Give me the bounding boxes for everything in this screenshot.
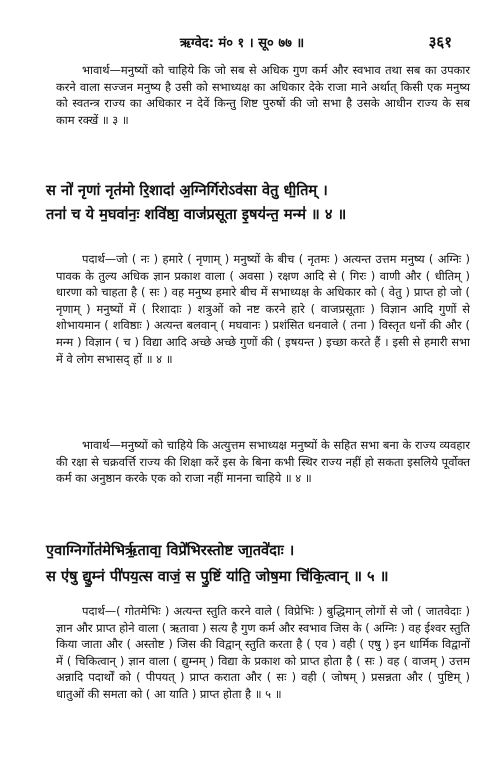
bhavartha-4-paragraph: भावार्थ—मनुष्यों को चाहिये कि अत्युत्तम सभाध्यक्ष मनुष्यों के सहित सभा बना के राज्य व्यवहार की रक्षा से चक्रवर्त्ति राज्य की शिक्षा करें इस के बिना कभी स्थिर राज्य नहीं हो सकता इसलिये पूर्वोक्त कर्म का अनुष्ठान करके एक को राजा नहीं मानना चाहिये ॥ ४ ॥: [56, 438, 470, 486]
padartha-5-paragraph: पदार्थ—( गोतमेभिः ) अत्यन्त स्तुति करने वाले ( विप्रेभिः ) बुद्धिमान् लोगों से जो ( जातवेदाः ) ज्ञान और प्राप्त होने वाला ( ऋतावा ) सत्य है गुण कर्म और स्वभाव जिस के ( अग्निः ) वह ईश्वर स्तुति किया जाता और ( अस्तोष्ट ) जिस की विद्वान् स्तुति करता है ( एव ) वही ( एषु ) इन धार्मिक विद्वानों में ( चिकित्वान् ) ज्ञान वाला ( द्युम्नम् ) विद्या के प्रकाश को प्राप्त होता है ( सः ) वह ( वाजम् ) उत्तम अन्नादि पदार्थों को ( पीपयत् ) प्राप्त कराता और ( सः ) वही ( जोषम् ) प्रसन्नता और ( पुष्टिम् ) धातुओं की समता को ( आ याति ) प्राप्त होता है ॥ ५ ॥: [56, 604, 470, 701]
mantra-4-line-2: तना॑ च ये म॒घवा॑नः॒ शवि॑ष्ठा॒ वाज॑प्रसूता इ॒षय॑न्त॒ मन्म॑ ॥ ४ ॥: [46, 206, 347, 223]
bhavartha-3-paragraph: भावार्थ—मनुष्यों को चाहिये कि जो सब से अधिक गुण कर्म और स्वभाव तथा सब का उपकार करने वाला सज्जन मनुष्य है उसी को सभाध्यक्ष का अधिकार देके राजा माने अर्थात् किसी एक मनुष्य को स्वतन्त्र राज्य का अधिकार न देवें किन्तु शिष्ट पुरुषों की जो सभा है उसके आधीन राज्य के सब काम रक्खें ॥ ३ ॥: [56, 63, 470, 127]
padartha-4-paragraph: पदार्थ—जो ( नः ) हमारे ( नृणाम् ) मनुष्यों के बीच ( नृतमः ) अत्यन्त उत्तम मनुष्य ( अग्निः ) पावक के तुल्य अधिक ज्ञान प्रकाश वाला ( अवसा ) रक्षण आदि से ( गिरः ) वाणी और ( धीतिम् ) धारणा को चाहता है ( सः ) वह मनुष्य हमारे बीच में सभाध्यक्ष के अधिकार को ( वेतु ) प्राप्त हो जो ( नृणाम् ) मनुष्यों में ( रिशादाः ) शत्रुओं को नष्ट करने हारे ( वाजप्रसूताः ) विज्ञान आदि गुणों से शोभायमान ( शविष्ठाः ) अत्यन्त बलवान् ( मघवानः ) प्रशंसित धनवाले ( तना ) विस्तृत धनों की और ( मन्म ) विज्ञान ( च ) विद्या आदि अच्छे अच्छे गुणों की ( इषयन्त ) इच्छा करते हैं । इसी से हमारी सभा में वे लोग सभासद् हों ॥ ४ ॥: [56, 252, 470, 366]
page-header: [0, 32, 484, 52]
running-title: ऋग्वेद: मं० १ । सू० ७७ ॥: [179, 36, 305, 51]
page-number: ३६१: [428, 33, 452, 51]
mantra-4-line-1: स नो॑ नृणां नृत॑मो रि॒शादा॑ अ॒ग्निर्गिरोऽव॑सा वेतु धी॒तिम् ।: [46, 182, 328, 199]
mantra-5-line-2: स ए॑षु द्यु॒म्नं पी॑पय॒त्स वाजं॒ स पु॒ष्टिं या॑ति॒ जोष॒मा चि॑कि॒त्वान् ॥ ५ ॥: [46, 568, 389, 585]
mantra-5-line-1: ए॒वाग्निर्गोत॑मेभिर्ऋ॒तावा॒ विप्रे॑भिरस्तोष्ट जा॒तवे॑दाः ।: [46, 542, 295, 559]
